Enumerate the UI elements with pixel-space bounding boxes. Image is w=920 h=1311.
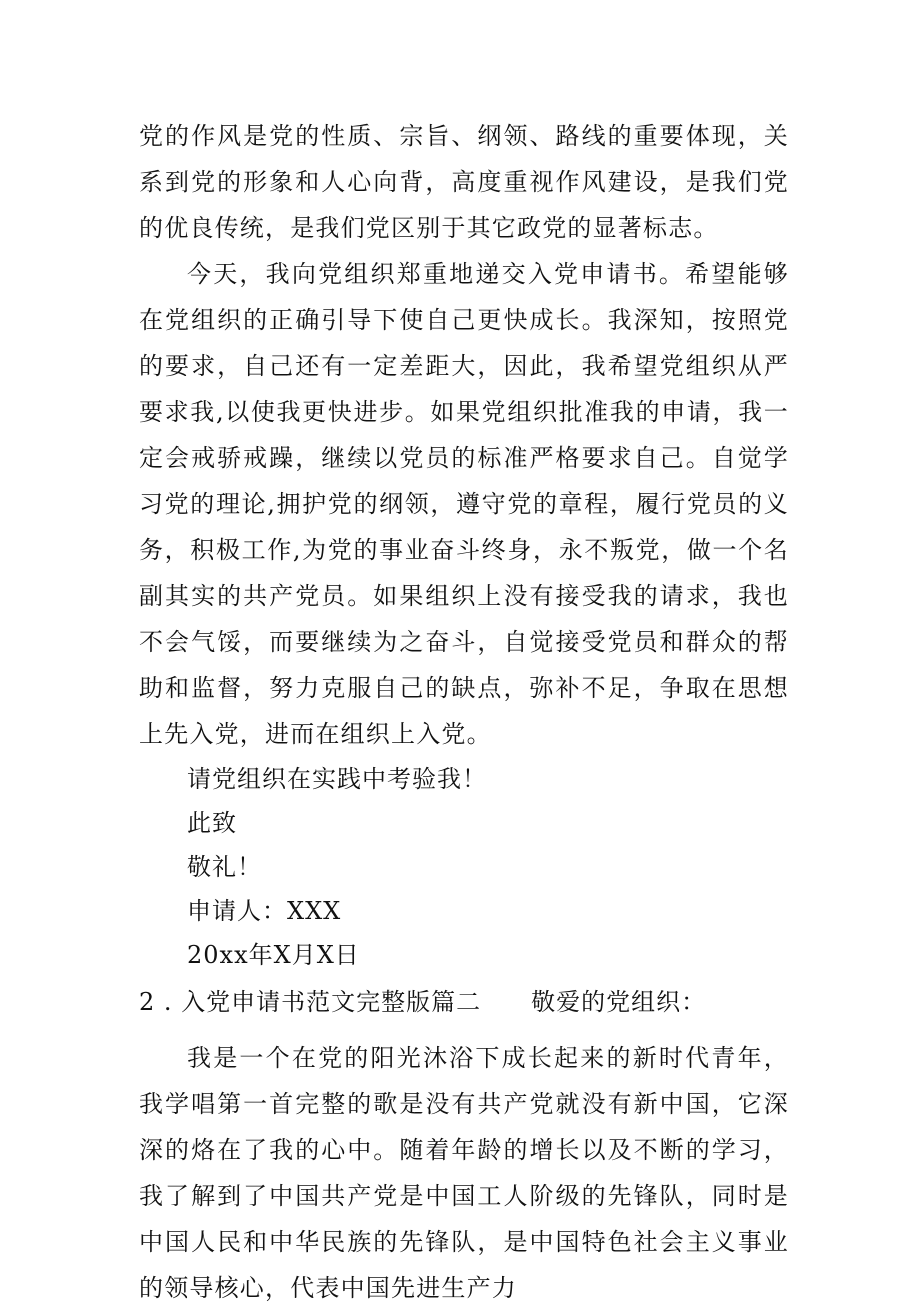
request-line: 请党组织在实践中考验我！ — [187, 765, 487, 793]
paragraph-party-style: 党的作风是党的性质、宗旨、纲领、路线的重要体现，关系到党的形象和人心向背，高度重视作风建设，是我们党的优良传统，是我们党区别于其它政党的显著标志。 — [139, 122, 789, 242]
document-body — [139, 113, 789, 1311]
applicant-line: 申请人：XXX — [187, 897, 342, 925]
salutation: 敬爱的党组织： — [531, 988, 707, 1016]
paragraph-application: 今天，我向党组织郑重地递交入党申请书。希望能够在党组织的正确引导下使自己更快成长。我深知，按照党的要求，自己还有一定差距大，因此，我希望党组织从严要求我,以使我更快进步。如果党组织批准我的申请，我一定会戒骄戒躁，继续以党员的标准严格要求自己。自觉学习党的理论,拥护党的纲领，遵守党的章程，履行党员的义务，积极工作,为党的事业奋斗终身，永不叛党，做一个名副其实的共产党员。如果组织上没有接受我的请求，我也不会气馁，而要继续为之奋斗，自觉接受党员和群众的帮助和监督，努力克服自己的缺点，弥补不足，争取在思想上先入党，进而在组织上入党。 — [139, 260, 789, 748]
closing-line-2: 敬礼！ — [187, 853, 262, 881]
date-line: 20xx年X月X日 — [187, 941, 360, 969]
section-heading-row — [139, 977, 789, 1027]
paragraph-young-generation: 我是一个在党的阳光沐浴下成长起来的新时代青年，我学唱第一首完整的歌是没有共产党就没有新中国，它深深的烙在了我的心中。随着年龄的增长以及不断的学习，我了解到了中国共产党是中国工人阶级的先锋队，同时是中国人民和中华民族的先锋队，是中国特色社会主义事业的领导核心，代表中国先进生产力 — [139, 1044, 789, 1302]
closing-line-1: 此致 — [187, 809, 237, 837]
section-heading: 2 . 入党申请书范文完整版篇二 — [139, 988, 482, 1016]
